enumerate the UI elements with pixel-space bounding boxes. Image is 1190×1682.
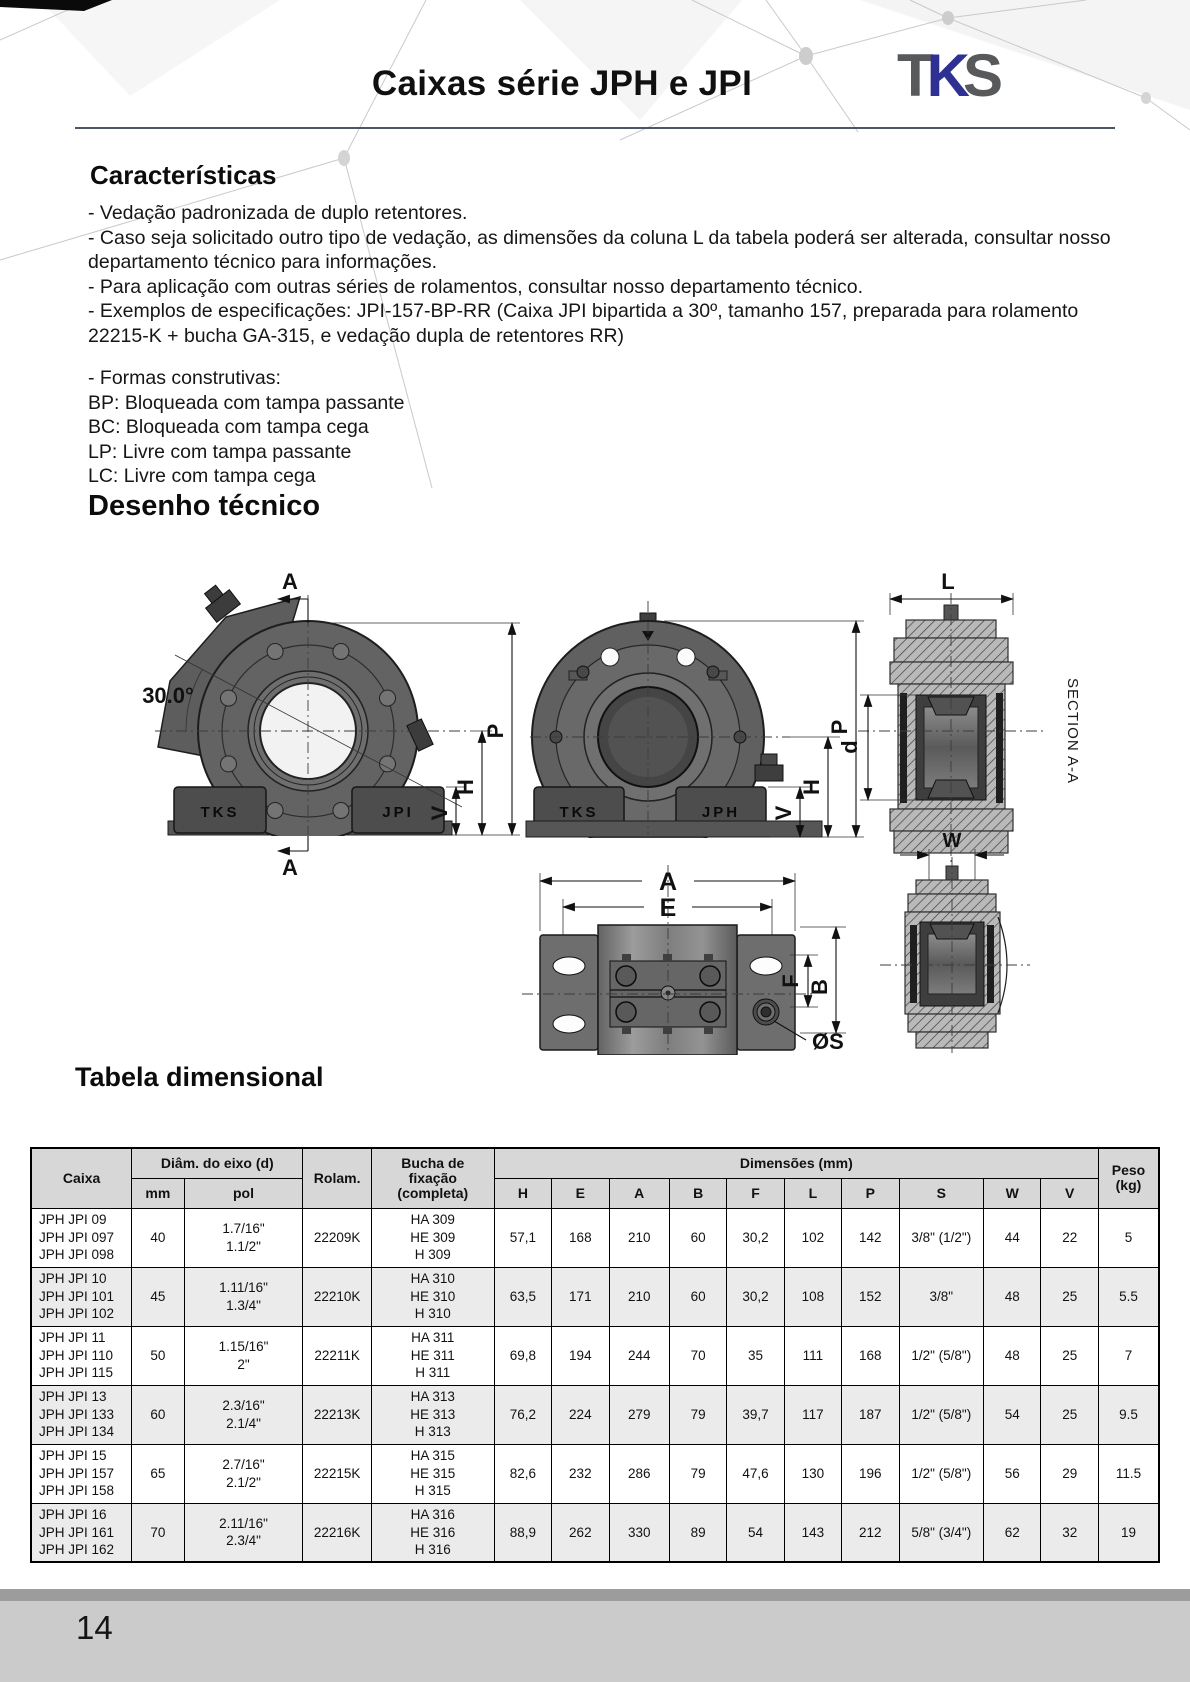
front-view-jpi: [142, 569, 520, 880]
construction-forms-text: [88, 366, 1120, 489]
dim-label-e: E: [659, 894, 677, 922]
section-title: SECTION A-A: [1064, 677, 1081, 785]
cell-dim: 108: [784, 1267, 841, 1326]
table-row: [31, 1385, 1159, 1444]
cell-dim: 1/2" (5/8"): [899, 1385, 984, 1444]
cell-dim: 143: [784, 1503, 841, 1562]
cell-dim: 44: [984, 1208, 1041, 1267]
cell-mm: 50: [132, 1326, 184, 1385]
base-label-jpi: JPI: [382, 804, 414, 821]
col-header-a: A: [609, 1178, 669, 1208]
cell-dim: 25: [1041, 1326, 1098, 1385]
cell-rolam: 22213K: [303, 1385, 371, 1444]
cell-dim: 210: [609, 1208, 669, 1267]
cell-dim: 111: [784, 1326, 841, 1385]
col-header-caixa: Caixa: [31, 1148, 132, 1208]
cell-dim: 142: [842, 1208, 899, 1267]
table-row: [31, 1444, 1159, 1503]
cell-dim: 168: [842, 1326, 899, 1385]
base-label-jph: JPH: [701, 804, 741, 821]
page-number: 14: [76, 1609, 113, 1646]
col-header-s: S: [899, 1178, 984, 1208]
cell-pol: 2.7/16" 2.1/2": [184, 1444, 303, 1503]
top-view: [522, 865, 846, 1055]
cell-dim: 210: [609, 1267, 669, 1326]
page-title: Caixas série JPH e JPI: [371, 64, 753, 103]
logo-letter: T: [897, 42, 927, 109]
section-view-w: [880, 830, 1030, 1053]
cell-bucha: HA 311 HE 311 H 311: [371, 1326, 494, 1385]
dim-label-a: A: [658, 868, 678, 896]
cell-dim: 47,6: [727, 1444, 784, 1503]
col-header-mm: mm: [132, 1178, 184, 1208]
table-row: [31, 1326, 1159, 1385]
cell-peso: 5: [1098, 1208, 1159, 1267]
col-header-w: W: [984, 1178, 1041, 1208]
forms-item: LC: Livre com tampa cega: [88, 465, 316, 487]
header-rule: [75, 127, 1115, 129]
cell-pol: 2.11/16" 2.3/4": [184, 1503, 303, 1562]
characteristics-item: - Vedação padronizada de duplo retentores.: [88, 202, 468, 224]
base-label-tks: TKS: [200, 804, 240, 821]
dim-label-p: P: [827, 719, 852, 735]
footer: [0, 1601, 1190, 1682]
cell-peso: 9.5: [1098, 1385, 1159, 1444]
cell-dim: 3/8": [899, 1267, 984, 1326]
base-label-tks: TKS: [559, 804, 599, 821]
cell-dim: 244: [609, 1326, 669, 1385]
forms-item: BP: Bloqueada com tampa passante: [88, 391, 405, 414]
cell-dim: 54: [984, 1385, 1041, 1444]
cell-dim: 82,6: [494, 1444, 551, 1503]
dim-label-h: H: [453, 779, 478, 795]
characteristics-item: - Para aplicação com outras séries de rolamentos, consultar nosso departamento técnico.: [88, 275, 863, 298]
cell-dim: 35: [727, 1326, 784, 1385]
cell-dim: 30,2: [727, 1267, 784, 1326]
col-header-b: B: [669, 1178, 726, 1208]
dim-label-w: W: [942, 830, 962, 852]
col-header-p: P: [842, 1178, 899, 1208]
col-header-bucha: Bucha de fixação (completa): [371, 1148, 494, 1208]
cell-rolam: 22216K: [303, 1503, 371, 1562]
cell-dim: 232: [552, 1444, 609, 1503]
cell-pol: 1.7/16" 1.1/2": [184, 1208, 303, 1267]
cell-dim: 130: [784, 1444, 841, 1503]
cell-bucha: HA 313 HE 313 H 313: [371, 1385, 494, 1444]
col-header-diam: Diâm. do eixo (d): [132, 1148, 303, 1178]
cell-dim: 30,2: [727, 1208, 784, 1267]
cell-dim: 69,8: [494, 1326, 551, 1385]
cell-dim: 117: [784, 1385, 841, 1444]
cell-caixa: JPH JPI 10 JPH JPI 101 JPH JPI 102: [31, 1267, 132, 1326]
section-heading-caracteristicas: Características: [90, 160, 277, 190]
section-marker-a-top: A: [282, 569, 298, 594]
col-header-f: F: [727, 1178, 784, 1208]
cell-rolam: 22211K: [303, 1326, 371, 1385]
angle-label: 30.0°: [142, 683, 194, 708]
front-view-jph: [520, 601, 864, 878]
cell-pol: 1.11/16" 1.3/4": [184, 1267, 303, 1326]
cell-mm: 60: [132, 1385, 184, 1444]
section-view-aa: [837, 569, 1081, 865]
dim-label-d: d: [837, 740, 862, 754]
cell-peso: 7: [1098, 1326, 1159, 1385]
cell-pol: 1.15/16" 2": [184, 1326, 303, 1385]
dim-label-h: H: [799, 779, 824, 795]
cell-dim: 48: [984, 1326, 1041, 1385]
cell-dim: 56: [984, 1444, 1041, 1503]
cell-peso: 5.5: [1098, 1267, 1159, 1326]
cell-dim: 1/2" (5/8"): [899, 1444, 984, 1503]
cell-dim: 262: [552, 1503, 609, 1562]
section-heading-tabela: Tabela dimensional: [75, 1062, 324, 1092]
characteristics-item: - Exemplos de especificações: JPI-157-BP-RR (Caixa JPI bipartida a 30º, tamanho 157, preparada para rolamento 22215-K + bucha GA-315, e vedação dupla de retentores RR): [88, 300, 1079, 347]
cell-bucha: HA 315 HE 315 H 315: [371, 1444, 494, 1503]
characteristics-item: - Caso seja solicitado outro tipo de vedação, as dimensões da coluna L da tabela poderá ser alterada, consultar nosso departamento técnico para informações.: [88, 226, 1111, 273]
cell-dim: 194: [552, 1326, 609, 1385]
cell-peso: 11.5: [1098, 1444, 1159, 1503]
col-header-e: E: [552, 1178, 609, 1208]
col-header-h: H: [494, 1178, 551, 1208]
dim-label-v: V: [771, 805, 796, 821]
col-header-dimensoes: Dimensões (mm): [494, 1148, 1098, 1178]
cell-dim: 57,1: [494, 1208, 551, 1267]
dim-label-os: ØS: [812, 1029, 844, 1054]
cell-dim: 5/8" (3/4"): [899, 1503, 984, 1562]
col-header-rolam: Rolam.: [303, 1148, 371, 1208]
dimension-table: [30, 1147, 1160, 1563]
cell-dim: 286: [609, 1444, 669, 1503]
cell-dim: 54: [727, 1503, 784, 1562]
cell-dim: 279: [609, 1385, 669, 1444]
dim-label-p: P: [483, 723, 508, 739]
cell-dim: 168: [552, 1208, 609, 1267]
col-header-l: L: [784, 1178, 841, 1208]
cell-dim: 330: [609, 1503, 669, 1562]
cell-caixa: JPH JPI 13 JPH JPI 133 JPH JPI 134: [31, 1385, 132, 1444]
cell-rolam: 22215K: [303, 1444, 371, 1503]
cell-mm: 45: [132, 1267, 184, 1326]
cell-dim: 152: [842, 1267, 899, 1326]
cell-dim: 39,7: [727, 1385, 784, 1444]
cell-peso: 19: [1098, 1503, 1159, 1562]
table-row: [31, 1267, 1159, 1326]
cell-dim: 29: [1041, 1444, 1098, 1503]
dim-label-v: V: [427, 805, 452, 821]
dim-label-l: L: [941, 569, 955, 594]
cell-dim: 102: [784, 1208, 841, 1267]
forms-item: BC: Bloqueada com tampa cega: [88, 416, 369, 438]
cell-dim: 32: [1041, 1503, 1098, 1562]
cell-caixa: JPH JPI 16 JPH JPI 161 JPH JPI 162: [31, 1503, 132, 1562]
table-body: [31, 1208, 1159, 1562]
cell-mm: 65: [132, 1444, 184, 1503]
tks-logo: [897, 42, 997, 109]
cell-mm: 40: [132, 1208, 184, 1267]
footer-bar: [0, 1589, 1190, 1601]
section-heading-desenho: Desenho técnico: [88, 490, 321, 522]
cell-caixa: JPH JPI 11 JPH JPI 110 JPH JPI 115: [31, 1326, 132, 1385]
cell-dim: 22: [1041, 1208, 1098, 1267]
cell-pol: 2.3/16" 2.1/4": [184, 1385, 303, 1444]
col-header-peso: Peso (kg): [1098, 1148, 1159, 1208]
forms-item: LP: Livre com tampa passante: [88, 440, 352, 463]
cell-caixa: JPH JPI 09 JPH JPI 097 JPH JPI 098: [31, 1208, 132, 1267]
cell-dim: 1/2" (5/8"): [899, 1326, 984, 1385]
section-marker-a-bottom: A: [282, 855, 298, 880]
characteristics-text: [88, 201, 1120, 348]
logo-letter: S: [963, 42, 997, 109]
table-row: [31, 1503, 1159, 1562]
cell-dim: 60: [669, 1208, 726, 1267]
cell-dim: 25: [1041, 1385, 1098, 1444]
cell-dim: 76,2: [494, 1385, 551, 1444]
cell-bucha: HA 310 HE 310 H 310: [371, 1267, 494, 1326]
cell-dim: 88,9: [494, 1503, 551, 1562]
technical-drawing: [0, 535, 1190, 1055]
cell-dim: 62: [984, 1503, 1041, 1562]
cell-dim: 79: [669, 1444, 726, 1503]
cell-dim: 224: [552, 1385, 609, 1444]
dim-label-b: B: [807, 979, 832, 995]
cell-dim: 60: [669, 1267, 726, 1326]
cell-dim: 48: [984, 1267, 1041, 1326]
cell-dim: 171: [552, 1267, 609, 1326]
cell-dim: 212: [842, 1503, 899, 1562]
cell-mm: 70: [132, 1503, 184, 1562]
cell-bucha: HA 316 HE 316 H 316: [371, 1503, 494, 1562]
dim-label-f: F: [778, 974, 803, 988]
cell-caixa: JPH JPI 15 JPH JPI 157 JPH JPI 158: [31, 1444, 132, 1503]
col-header-v: V: [1041, 1178, 1098, 1208]
cell-dim: 25: [1041, 1267, 1098, 1326]
cell-bucha: HA 309 HE 309 H 309: [371, 1208, 494, 1267]
cell-dim: 3/8" (1/2"): [899, 1208, 984, 1267]
cell-dim: 187: [842, 1385, 899, 1444]
table-row: [31, 1208, 1159, 1267]
forms-title: - Formas construtivas:: [88, 367, 281, 389]
cell-dim: 196: [842, 1444, 899, 1503]
cell-dim: 70: [669, 1326, 726, 1385]
cell-dim: 89: [669, 1503, 726, 1562]
cell-rolam: 22210K: [303, 1267, 371, 1326]
cell-rolam: 22209K: [303, 1208, 371, 1267]
cell-dim: 79: [669, 1385, 726, 1444]
logo-letter: K: [926, 42, 963, 109]
cell-dim: 63,5: [494, 1267, 551, 1326]
col-header-pol: pol: [184, 1178, 303, 1208]
